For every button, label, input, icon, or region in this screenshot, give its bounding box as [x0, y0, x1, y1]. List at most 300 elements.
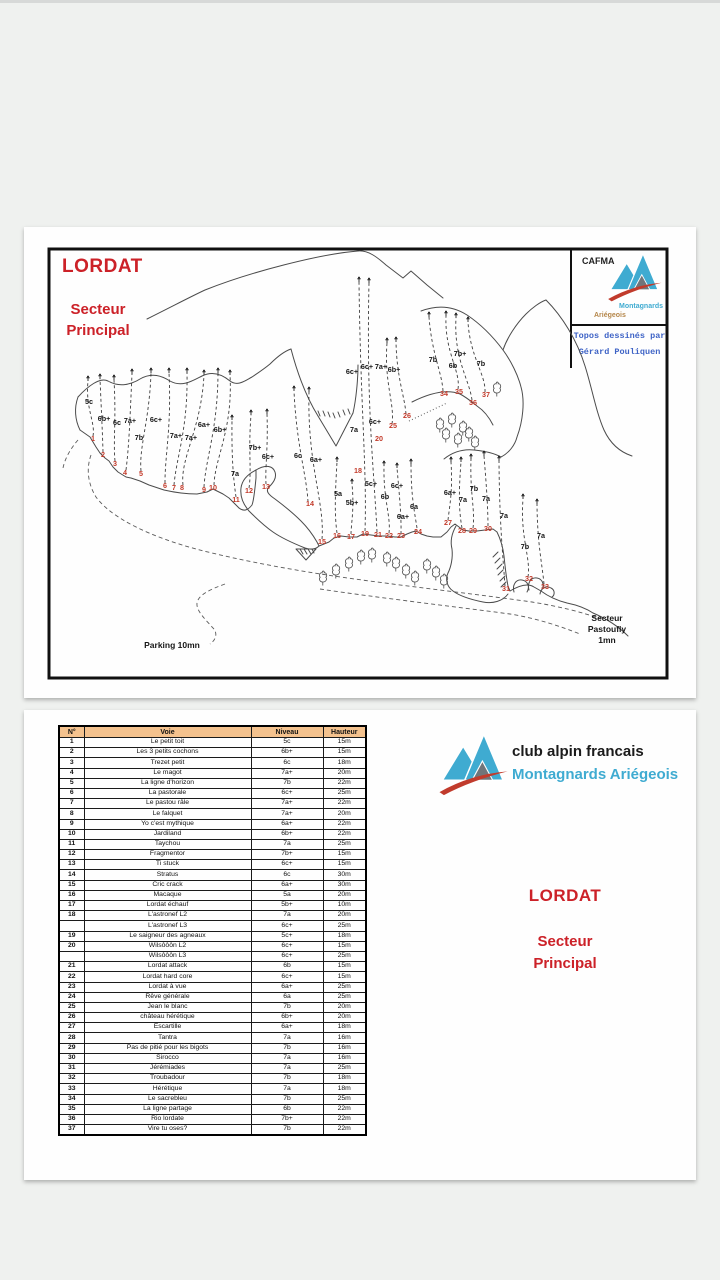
- route-number: 13: [262, 482, 270, 491]
- cell-niveau: 5c: [251, 738, 323, 748]
- table-row: [59, 951, 366, 961]
- grade-label: 6a+: [197, 420, 211, 429]
- table-row: [59, 799, 366, 809]
- route-number: 2: [101, 450, 105, 459]
- credit-line1: Topos dessinés par: [573, 331, 666, 341]
- grade-label: 7b+: [453, 349, 467, 358]
- cell-num: 28: [59, 1033, 84, 1043]
- table-row: [59, 1023, 366, 1033]
- cell-voie: La ligne partage: [84, 1104, 251, 1114]
- cell-num: 23: [59, 982, 84, 992]
- cell-num: 32: [59, 1074, 84, 1084]
- grade-label: 7b: [476, 359, 486, 368]
- cell-hauteur: 25m: [323, 839, 366, 849]
- cell-hauteur: 18m: [323, 931, 366, 941]
- route-number: 31: [502, 584, 510, 593]
- route-number: 36: [469, 398, 477, 407]
- grade-label: 7a: [500, 511, 508, 520]
- table-row: [59, 941, 366, 951]
- cell-niveau: 7b: [251, 1094, 323, 1104]
- cell-niveau: 6c+: [251, 951, 323, 961]
- montagnards-text: Montagnards Ariégeois: [512, 766, 679, 783]
- cell-num: 17: [59, 901, 84, 911]
- cell-hauteur: 30m: [323, 870, 366, 880]
- cell-niveau: 6a+: [251, 982, 323, 992]
- route-number: 16: [333, 531, 341, 540]
- cell-hauteur: 20m: [323, 1013, 366, 1023]
- table-row: [59, 1114, 366, 1124]
- cell-hauteur: 25m: [323, 982, 366, 992]
- cell-num: [59, 951, 84, 961]
- cell-voie: Le petit toit: [84, 738, 251, 748]
- grade-label: 7b: [134, 433, 144, 442]
- table-row: [59, 921, 366, 931]
- grade-label: 7a+: [169, 431, 183, 440]
- cell-voie: Jardiland: [84, 829, 251, 839]
- cell-num: 26: [59, 1013, 84, 1023]
- cell-num: 21: [59, 962, 84, 972]
- page-title: LORDAT: [62, 256, 143, 277]
- cell-niveau: 6c: [251, 758, 323, 768]
- sector-subtitle-line1: Secteur: [70, 301, 126, 318]
- cell-hauteur: 25m: [323, 788, 366, 798]
- route-number: 18: [354, 466, 362, 475]
- table-page: [24, 710, 696, 1180]
- table-row: [59, 809, 366, 819]
- topo-page: [24, 227, 696, 698]
- cell-niveau: 6c: [251, 870, 323, 880]
- cell-hauteur: 15m: [323, 962, 366, 972]
- cell-niveau: 7a: [251, 1033, 323, 1043]
- grade-label: 7a+: [123, 416, 137, 425]
- table-row: [59, 1074, 366, 1084]
- cell-niveau: 7b+: [251, 850, 323, 860]
- cell-num: 27: [59, 1023, 84, 1033]
- cell-num: 25: [59, 1002, 84, 1012]
- cell-voie: Lordat hard core: [84, 972, 251, 982]
- cell-num: 10: [59, 829, 84, 839]
- cell-hauteur: 16m: [323, 1033, 366, 1043]
- cell-niveau: 6c+: [251, 788, 323, 798]
- sector-subtitle-line2: Principal: [66, 322, 130, 339]
- club-alpin-logo-icon: [438, 730, 512, 798]
- route-number: 26: [403, 411, 411, 420]
- table-row: [59, 850, 366, 860]
- cafma-logo-block: [570, 250, 667, 368]
- route-number: 8: [180, 483, 184, 492]
- cell-voie: Jérémiades: [84, 1064, 251, 1074]
- grade-label: 7a+: [374, 362, 388, 371]
- grade-label: 7a: [459, 495, 467, 504]
- cell-hauteur: 20m: [323, 890, 366, 900]
- table-row: [59, 870, 366, 880]
- cell-hauteur: 15m: [323, 738, 366, 748]
- cell-hauteur: 20m: [323, 911, 366, 921]
- grade-label: 6c: [294, 451, 302, 460]
- divider: [572, 324, 667, 326]
- cell-niveau: 6a+: [251, 880, 323, 890]
- sector-subtitle: [50, 299, 146, 341]
- grade-label: 5a: [334, 489, 342, 498]
- cell-niveau: 7a: [251, 1064, 323, 1074]
- cell-hauteur: 15m: [323, 941, 366, 951]
- cell-voie: Lordat échauf: [84, 901, 251, 911]
- grade-label: 5c+: [364, 479, 378, 488]
- grade-label: 6c+: [368, 417, 382, 426]
- grade-label: 6c+: [390, 481, 404, 490]
- cell-niveau: 6c+: [251, 860, 323, 870]
- cell-voie: Le magot: [84, 768, 251, 778]
- table-row: [59, 1013, 366, 1023]
- cell-hauteur: 18m: [323, 758, 366, 768]
- route-number: 27: [444, 518, 452, 527]
- cell-voie: Vire tu oses?: [84, 1125, 251, 1136]
- grade-label: 7b: [428, 355, 438, 364]
- page2-subtitle-line1: Secteur: [537, 933, 593, 950]
- route-number: 4: [123, 468, 127, 477]
- cell-niveau: 6c+: [251, 972, 323, 982]
- cell-niveau: 6a+: [251, 819, 323, 829]
- route-number: 23: [397, 531, 405, 540]
- grade-label: 5c: [85, 397, 93, 406]
- table-row: [59, 982, 366, 992]
- table-row: [59, 911, 366, 921]
- cell-niveau: 7b: [251, 778, 323, 788]
- cell-hauteur: 22m: [323, 1125, 366, 1136]
- cell-voie: Jean le blanc: [84, 1002, 251, 1012]
- cell-hauteur: 30m: [323, 880, 366, 890]
- cell-num: 8: [59, 809, 84, 819]
- cell-num: 1: [59, 738, 84, 748]
- grade-label: 6c: [113, 418, 121, 427]
- cell-hauteur: 25m: [323, 1064, 366, 1074]
- cell-num: 16: [59, 890, 84, 900]
- col-header-niveau: Niveau: [251, 726, 323, 738]
- route-number: 35: [455, 387, 463, 396]
- table-row: [59, 768, 366, 778]
- cell-niveau: 7b+: [251, 1114, 323, 1124]
- table-row: [59, 1064, 366, 1074]
- cell-niveau: 6b: [251, 962, 323, 972]
- routes-table: [58, 725, 367, 1136]
- cell-num: 29: [59, 1043, 84, 1053]
- cell-voie: Trezet petit: [84, 758, 251, 768]
- grade-label: 6a+: [396, 512, 410, 521]
- grade-label: 7b+: [248, 443, 262, 452]
- cell-hauteur: 22m: [323, 778, 366, 788]
- cell-hauteur: 15m: [323, 860, 366, 870]
- cell-niveau: 5b+: [251, 901, 323, 911]
- mountains-logo-icon: [607, 251, 665, 303]
- table-row: [59, 758, 366, 768]
- route-number: 7: [172, 483, 176, 492]
- cell-voie: Stratus: [84, 870, 251, 880]
- cell-num: 4: [59, 768, 84, 778]
- grade-label: 7a: [482, 494, 490, 503]
- cell-num: 14: [59, 870, 84, 880]
- route-number: 11: [232, 495, 240, 504]
- cell-hauteur: 20m: [323, 1002, 366, 1012]
- route-number: 19: [361, 529, 369, 538]
- cell-voie: Le falquet: [84, 809, 251, 819]
- grade-label: 6c+: [261, 452, 275, 461]
- table-row: [59, 901, 366, 911]
- cell-niveau: 6a: [251, 992, 323, 1002]
- cell-voie: La pastorale: [84, 788, 251, 798]
- cell-voie: Le pastou râle: [84, 799, 251, 809]
- cell-niveau: 6c+: [251, 941, 323, 951]
- table-row: [59, 738, 366, 748]
- club-name-line1: Montagnards: [619, 303, 663, 310]
- cell-num: 30: [59, 1053, 84, 1063]
- cell-hauteur: 15m: [323, 748, 366, 758]
- grade-label: 7a+: [184, 433, 198, 442]
- cell-voie: Cric crack: [84, 880, 251, 890]
- route-number: 17: [347, 532, 355, 541]
- route-number: 1: [91, 434, 95, 443]
- grade-label: 7a: [350, 425, 358, 434]
- cell-num: 11: [59, 839, 84, 849]
- grade-label: 6c+: [360, 362, 374, 371]
- cell-niveau: 6b+: [251, 829, 323, 839]
- cell-hauteur: 22m: [323, 819, 366, 829]
- credit-line2: Gérard Pouliquen: [578, 347, 661, 357]
- cell-voie: L'astronef L2: [84, 911, 251, 921]
- cell-num: 18: [59, 911, 84, 921]
- cell-voie: Rio lordate: [84, 1114, 251, 1124]
- cell-voie: L'astronef L3: [84, 921, 251, 931]
- grade-label: 7a: [231, 469, 239, 478]
- table-row: [59, 1043, 366, 1053]
- cell-niveau: 6b+: [251, 1013, 323, 1023]
- col-header-voie: Voie: [84, 726, 251, 738]
- cell-voie: Yo c'est mythique: [84, 819, 251, 829]
- cell-niveau: 6c+: [251, 921, 323, 931]
- cell-hauteur: 15m: [323, 850, 366, 860]
- cell-num: 12: [59, 850, 84, 860]
- cell-niveau: 5a: [251, 890, 323, 900]
- route-number: 28: [458, 526, 466, 535]
- cell-num: 34: [59, 1094, 84, 1104]
- table-row: [59, 992, 366, 1002]
- cell-hauteur: 25m: [323, 1094, 366, 1104]
- cell-voie: Ti stuck: [84, 860, 251, 870]
- cell-voie: Lordat attack: [84, 962, 251, 972]
- cell-num: 20: [59, 941, 84, 951]
- cell-voie: Escartille: [84, 1023, 251, 1033]
- table-row: [59, 860, 366, 870]
- cell-hauteur: 22m: [323, 799, 366, 809]
- grade-label: 6a: [410, 502, 418, 511]
- cell-niveau: 6a+: [251, 1023, 323, 1033]
- table-row: [59, 890, 366, 900]
- cell-niveau: 7b: [251, 1043, 323, 1053]
- route-number: 21: [374, 530, 382, 539]
- cell-num: 33: [59, 1084, 84, 1094]
- cell-hauteur: 22m: [323, 1114, 366, 1124]
- cell-num: 19: [59, 931, 84, 941]
- cell-hauteur: 25m: [323, 992, 366, 1002]
- table-row: [59, 1033, 366, 1043]
- cell-voie: Sirocco: [84, 1053, 251, 1063]
- col-header-hauteur: Hauteur: [323, 726, 366, 738]
- route-number: 32: [525, 574, 533, 583]
- cell-voie: Taychou: [84, 839, 251, 849]
- cell-hauteur: 25m: [323, 921, 366, 931]
- cell-niveau: 7b: [251, 1002, 323, 1012]
- table-row: [59, 972, 366, 982]
- cell-voie: Wilsôôôn L2: [84, 941, 251, 951]
- cell-num: 2: [59, 748, 84, 758]
- page2-title: LORDAT: [528, 886, 602, 905]
- parking-label: Parking 10mn: [144, 640, 200, 650]
- cell-voie: château hérétique: [84, 1013, 251, 1023]
- cell-niveau: 7a: [251, 1053, 323, 1063]
- table-row: [59, 1002, 366, 1012]
- page2-subtitle: [485, 931, 645, 975]
- cell-num: [59, 921, 84, 931]
- table-row: [59, 788, 366, 798]
- cell-hauteur: 22m: [323, 829, 366, 839]
- table-row: [59, 880, 366, 890]
- route-number: 34: [440, 389, 448, 398]
- table-row: [59, 1094, 366, 1104]
- grade-label: 6b+: [97, 414, 111, 423]
- cell-num: 36: [59, 1114, 84, 1124]
- route-number: 15: [318, 537, 326, 546]
- cell-num: 31: [59, 1064, 84, 1074]
- cell-voie: Les 3 petits cochons: [84, 748, 251, 758]
- route-number: 22: [385, 531, 393, 540]
- cell-voie: Fragmentor: [84, 850, 251, 860]
- route-number: 3: [113, 459, 117, 468]
- cell-niveau: 6b: [251, 1104, 323, 1114]
- cell-voie: Pas de pitié pour les bigots: [84, 1043, 251, 1053]
- route-number: 33: [541, 582, 549, 591]
- club-name-line2: Ariégeois: [594, 312, 626, 319]
- route-number: 24: [414, 527, 422, 536]
- table-row: [59, 839, 366, 849]
- cell-hauteur: 16m: [323, 1043, 366, 1053]
- cell-num: 37: [59, 1125, 84, 1136]
- route-number: 12: [245, 486, 253, 495]
- col-header-num: N°: [59, 726, 84, 738]
- grade-label: 7b: [520, 542, 530, 551]
- cell-num: 15: [59, 880, 84, 890]
- route-number: 14: [306, 499, 314, 508]
- cell-hauteur: 15m: [323, 972, 366, 982]
- grade-label: 6b+: [387, 365, 401, 374]
- secteur-pastoufly-label: Secteur: [591, 613, 623, 623]
- cell-voie: Troubadour: [84, 1074, 251, 1084]
- cell-num: 24: [59, 992, 84, 1002]
- page2-subtitle-line2: Principal: [533, 955, 597, 972]
- cell-num: 7: [59, 799, 84, 809]
- grade-label: 5b+: [345, 498, 359, 507]
- cell-niveau: 7a+: [251, 799, 323, 809]
- table-row: [59, 1125, 366, 1136]
- route-number: 25: [389, 421, 397, 430]
- cell-hauteur: 22m: [323, 1104, 366, 1114]
- route-number: 10: [209, 483, 217, 492]
- route-number: 30: [484, 524, 492, 533]
- cell-niveau: 7a: [251, 839, 323, 849]
- secteur-pastoufly-label: 1mn: [598, 635, 616, 645]
- cell-voie: Wilsôôôn L3: [84, 951, 251, 961]
- route-number: 37: [482, 390, 490, 399]
- table-row: [59, 748, 366, 758]
- cell-hauteur: 18m: [323, 1084, 366, 1094]
- cell-niveau: 7a: [251, 1084, 323, 1094]
- cell-niveau: 7b: [251, 1074, 323, 1084]
- cell-hauteur: 10m: [323, 901, 366, 911]
- cell-niveau: 6b+: [251, 748, 323, 758]
- route-number: 6: [163, 481, 167, 490]
- cell-voie: La ligne d'horizon: [84, 778, 251, 788]
- cell-hauteur: 16m: [323, 1053, 366, 1063]
- grade-label: 6c+: [345, 367, 359, 376]
- route-number: 29: [469, 526, 477, 535]
- table-row: [59, 962, 366, 972]
- cell-hauteur: 25m: [323, 951, 366, 961]
- grade-label: 6c+: [149, 415, 163, 424]
- cell-hauteur: 20m: [323, 809, 366, 819]
- grade-label: 6b: [380, 492, 390, 501]
- cell-hauteur: 18m: [323, 1023, 366, 1033]
- club-alpin-text: club alpin francais: [512, 743, 644, 760]
- grade-label: 6a+: [309, 455, 323, 464]
- route-number: 20: [375, 434, 383, 443]
- cell-niveau: 7b: [251, 1125, 323, 1136]
- table-row: [59, 1053, 366, 1063]
- cell-voie: Tantra: [84, 1033, 251, 1043]
- cell-niveau: 5c+: [251, 931, 323, 941]
- cell-num: 22: [59, 972, 84, 982]
- cell-niveau: 7a: [251, 911, 323, 921]
- cell-voie: Macaque: [84, 890, 251, 900]
- cell-voie: Hérétique: [84, 1084, 251, 1094]
- cell-voie: Le sacrebleu: [84, 1094, 251, 1104]
- secteur-pastoufly-label: Pastoufly: [587, 624, 627, 634]
- grade-label: 6b+: [213, 425, 227, 434]
- table-row: [59, 931, 366, 941]
- cell-voie: Rêve générale: [84, 992, 251, 1002]
- table-row: [59, 778, 366, 788]
- cell-num: 5: [59, 778, 84, 788]
- cell-hauteur: 20m: [323, 768, 366, 778]
- cell-num: 35: [59, 1104, 84, 1114]
- cell-voie: Lordat à vue: [84, 982, 251, 992]
- table-header-row: [59, 726, 366, 738]
- cell-num: 3: [59, 758, 84, 768]
- top-border: [0, 0, 720, 3]
- cell-hauteur: 18m: [323, 1074, 366, 1084]
- route-number: 9: [202, 485, 206, 494]
- cell-niveau: 7a+: [251, 809, 323, 819]
- grade-label: 7a: [537, 531, 545, 540]
- cell-niveau: 7a+: [251, 768, 323, 778]
- cell-num: 6: [59, 788, 84, 798]
- cafma-label: CAFMA: [582, 256, 615, 266]
- cell-num: 9: [59, 819, 84, 829]
- table-row: [59, 819, 366, 829]
- grade-label: 6b: [448, 361, 458, 370]
- table-row: [59, 1084, 366, 1094]
- grade-label: 6a+: [443, 488, 457, 497]
- route-number: 5: [139, 469, 143, 478]
- cell-num: 13: [59, 860, 84, 870]
- grade-label: 7b: [469, 484, 479, 493]
